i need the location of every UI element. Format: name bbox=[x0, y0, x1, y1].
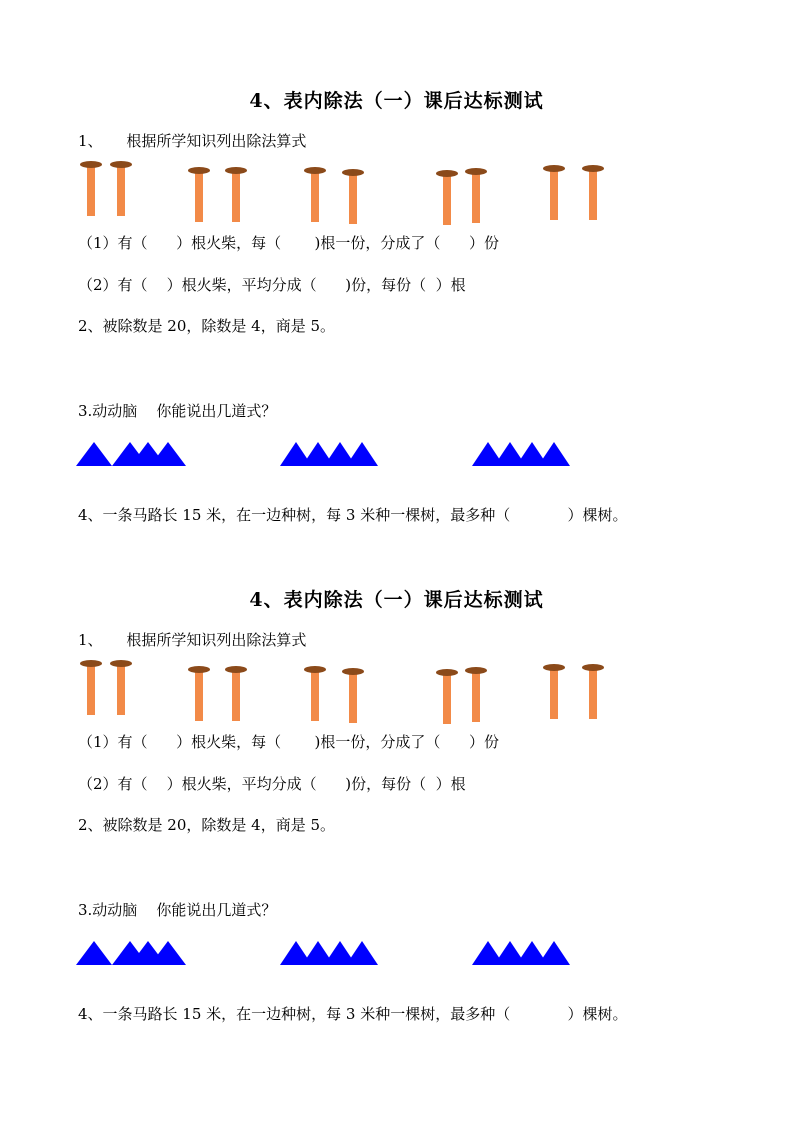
question-3: 3.动动脑 你能说出几道式？ bbox=[78, 402, 277, 420]
question-1-part-2: （2）有（ ）根火柴，平均分成（ )份，每份（ ）根 bbox=[78, 775, 466, 793]
triangle-group-3 bbox=[472, 941, 570, 965]
matchstick-icon bbox=[186, 665, 212, 725]
matchstick-icon bbox=[78, 659, 104, 719]
matchstick-icon bbox=[434, 668, 460, 728]
question-1-part-1: （1）有（ ）根火柴，每（ )根一份，分成了（ ）份 bbox=[78, 234, 499, 252]
page-title: 4、表内除法（一）课后达标测试 bbox=[249, 589, 544, 611]
question-1-part-1: （1）有（ ）根火柴，每（ )根一份，分成了（ ）份 bbox=[78, 733, 499, 751]
question-1-heading: 1、 根据所学知识列出除法算式 bbox=[78, 132, 307, 150]
triangle-group-3 bbox=[472, 442, 570, 466]
triangle-group-2 bbox=[280, 941, 378, 965]
triangle-icon bbox=[76, 442, 112, 466]
triangle-group-2 bbox=[280, 442, 378, 466]
matchstick-icon bbox=[302, 665, 328, 725]
matchstick-icon bbox=[541, 663, 567, 723]
matchstick-icon bbox=[108, 160, 134, 220]
matchstick-icon bbox=[302, 166, 328, 226]
triangle-icon bbox=[346, 442, 378, 466]
matchstick-icon bbox=[340, 168, 366, 228]
triangle-group-1 bbox=[76, 442, 186, 466]
question-3: 3.动动脑 你能说出几道式？ bbox=[78, 901, 277, 919]
triangle-icon bbox=[538, 941, 570, 965]
matchstick-icon bbox=[186, 166, 212, 226]
matchstick-icon bbox=[580, 663, 606, 723]
question-2: 2、被除数是 20，除数是 4，商是 5。 bbox=[78, 317, 336, 335]
triangle-icon bbox=[538, 442, 570, 466]
question-1-heading: 1、 根据所学知识列出除法算式 bbox=[78, 631, 307, 649]
matchstick-icon bbox=[541, 164, 567, 224]
matchstick-icon bbox=[340, 667, 366, 727]
matchstick-icon bbox=[223, 665, 249, 725]
triangle-icon bbox=[346, 941, 378, 965]
matchstick-icon bbox=[78, 160, 104, 220]
question-2: 2、被除数是 20，除数是 4，商是 5。 bbox=[78, 816, 336, 834]
matchstick-icon bbox=[580, 164, 606, 224]
question-1-part-2: （2）有（ ）根火柴，平均分成（ )份，每份（ ）根 bbox=[78, 276, 466, 294]
matchstick-icon bbox=[434, 169, 460, 229]
triangle-group-1 bbox=[76, 941, 186, 965]
question-4: 4、一条马路长 15 米，在一边种树，每 3 米种一棵树，最多种（ ）棵树。 bbox=[78, 1005, 628, 1023]
question-4: 4、一条马路长 15 米，在一边种树，每 3 米种一棵树，最多种（ ）棵树。 bbox=[78, 506, 628, 524]
triangle-icon bbox=[76, 941, 112, 965]
page-title: 4、表内除法（一）课后达标测试 bbox=[249, 90, 544, 112]
matchstick-icon bbox=[223, 166, 249, 226]
matchstick-icon bbox=[108, 659, 134, 719]
test-section-2 bbox=[0, 499, 793, 1023]
matchstick-icon bbox=[463, 666, 489, 726]
matchstick-icon bbox=[463, 167, 489, 227]
test-section-1 bbox=[0, 0, 793, 524]
